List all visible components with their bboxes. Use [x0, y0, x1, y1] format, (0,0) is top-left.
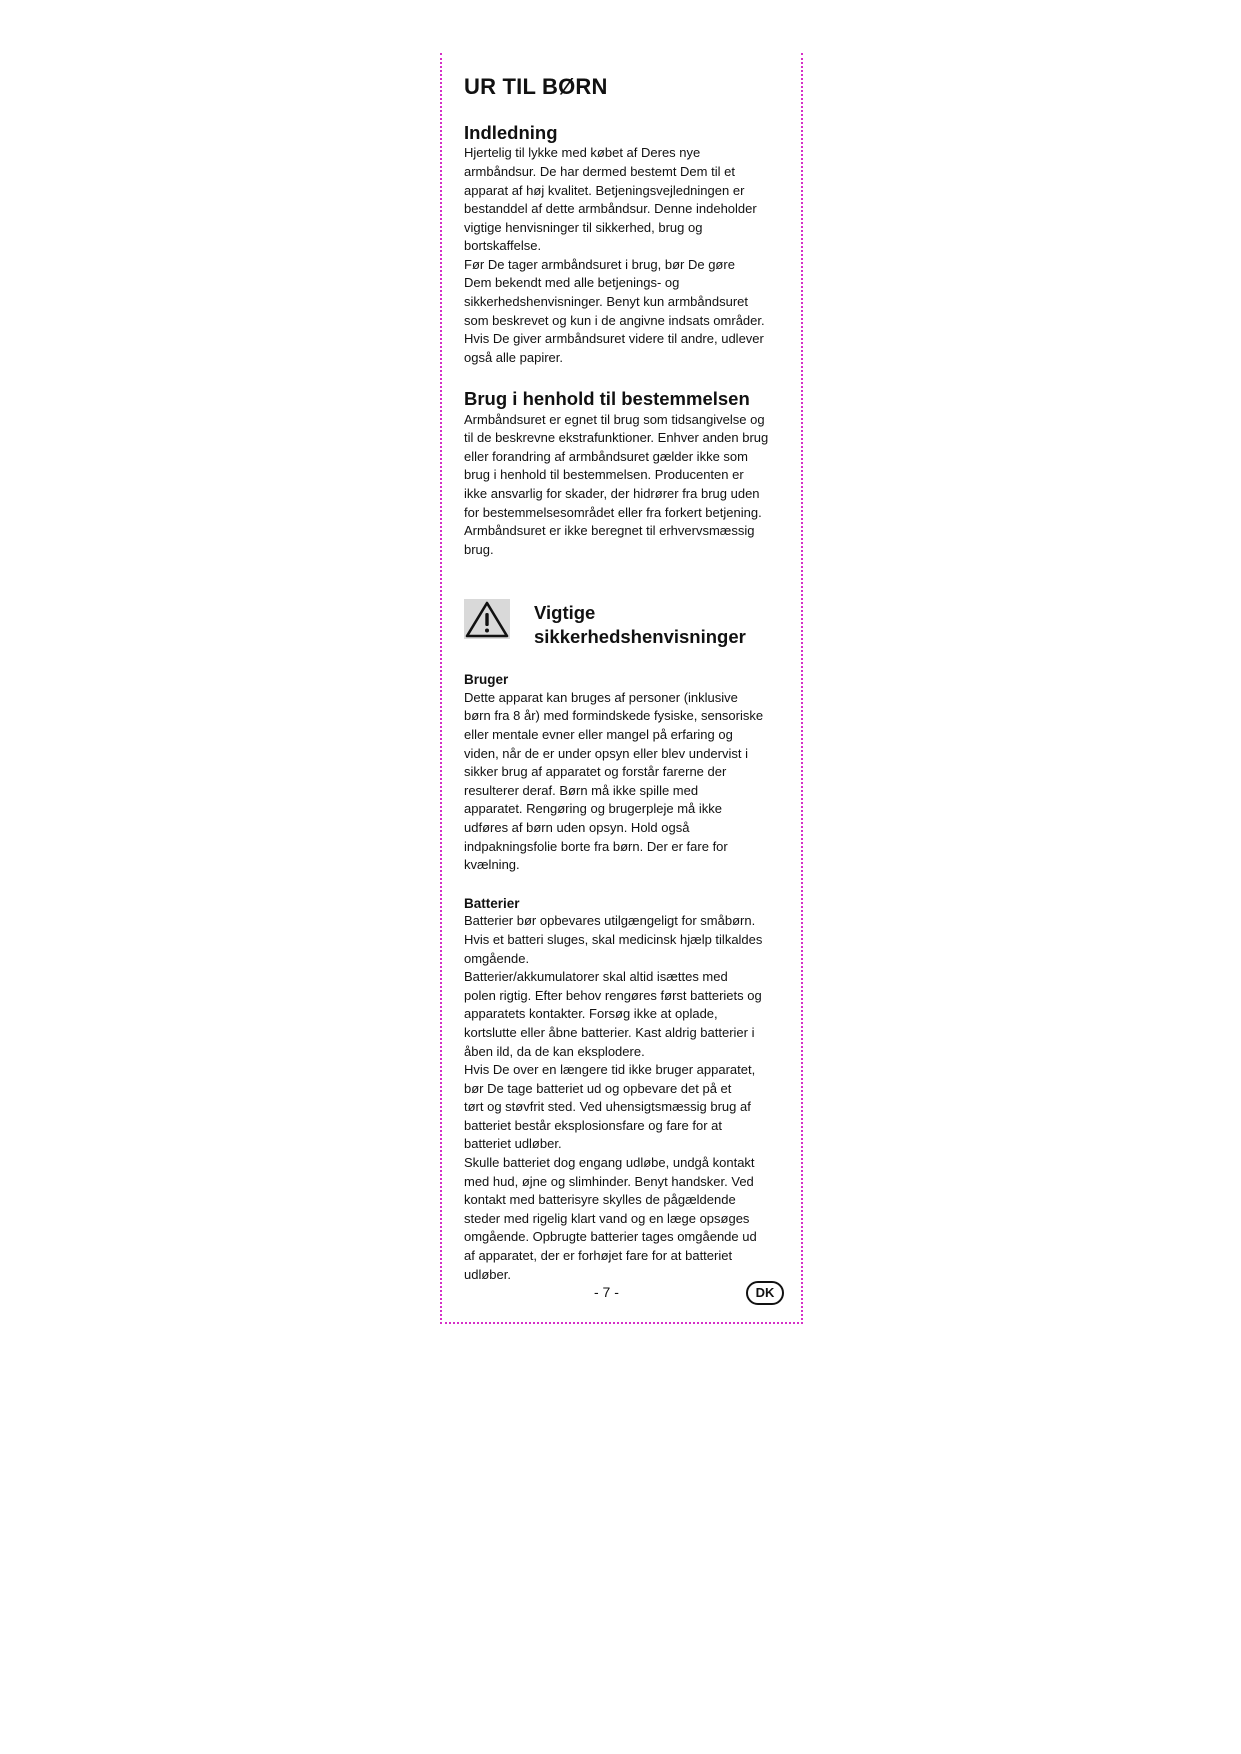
users-body: Dette apparat kan bruges af personer (inklusive børn fra 8 år) med formindskede fysiske, sensoriske eller mentale evner eller mangel på erfaring og viden, når de er under opsyn eller blev undervist i sikker brug af apparatet og forstår farerne der resulterer deraf. Børn må ikke spille med apparatet. Rengøring og brugerpleje må ikke udføres af børn uden opsyn. Hold også indpakningsfolie borte fra børn. Der er fare for kvælning. [464, 689, 764, 873]
intro-heading: Indledning [464, 122, 558, 144]
users-heading: Bruger [464, 672, 509, 688]
page-content [464, 75, 786, 1284]
batteries-body: Batterier bør opbevares utilgængeligt for småbørn. Hvis et batteri sluges, skal medicinsk hjælp tilkaldes omgående. Batterier/akkumulatorer skal altid isættes med polen rigtig. Efter behov rengøres først batteriets og apparatets kontakter. Forsøg ikke at oplade, kortslutte eller åbne batterier. Kast aldrig batterier i åben ild, da de kan eksplodere. Hvis De over en længere tid ikke bruger apparatet, bør De tage batteriet ud og opbevare det på et tørt og støvfrit sted. Ved uhensigtsmæssig brug af batteriet består eksplosionsfare og fare for at batteriet udløber. Skulle batteriet dog engang udløbe, undgå kontakt med hud, øjne og slimhinder. Benyt handsker. Ved kontakt med batterisyre skylles de pågældende steder med rigelig klart vand og en læge opsøges omgående. Opbrugte batterier tages omgående ud af apparatet, der er forhøjet fare for at batteriet udløber. [464, 913, 763, 1282]
document-title: UR TIL BØRN [464, 74, 608, 99]
intro-body: Hjertelig til lykke med købet af Deres nye armbåndsur. De har dermed bestemt Dem til et apparat af høj kvalitet. Betjeningsvejledningen er bestanddel af dette armbåndsur. Denne indeholder vigtige henvisninger til sikkerhed, brug og bortskaffelse. Før De tager armbåndsuret i brug, bør De gøre Dem bekendt med alle betjenings- og sikkerhedshenvisninger. Benyt kun armbåndsuret som beskrevet og kun i de angivne indsats områder. Hvis De giver armbåndsuret videre til andre, udlever også alle papirer. [464, 145, 765, 365]
language-badge: DK [746, 1281, 784, 1305]
intended-use-heading: Brug i henhold til bestemmelsen [464, 388, 750, 410]
page-footer [464, 1281, 786, 1307]
batteries-heading: Batterier [464, 895, 520, 911]
safety-heading: Vigtige sikkerhedshenvisninger [534, 602, 746, 648]
intended-use-body: Armbåndsuret er egnet til brug som tidsangivelse og til de beskrevne ekstrafunktioner. Enhver anden brug eller forandring af armbåndsuret gælder ikke som brug i henhold til bestemmelsen. Producenten er ikke ansvarlig for skader, der hidrører fra brug uden for bestemmelsesområdet eller fra forkert betjening. Armbåndsuret er ikke beregnet til erhvervsmæssig brug. [464, 411, 769, 557]
page-number: - 7 - [594, 1284, 619, 1300]
safety-heading-row [464, 597, 786, 649]
warning-triangle-icon [464, 599, 510, 639]
page-column [440, 53, 803, 1324]
